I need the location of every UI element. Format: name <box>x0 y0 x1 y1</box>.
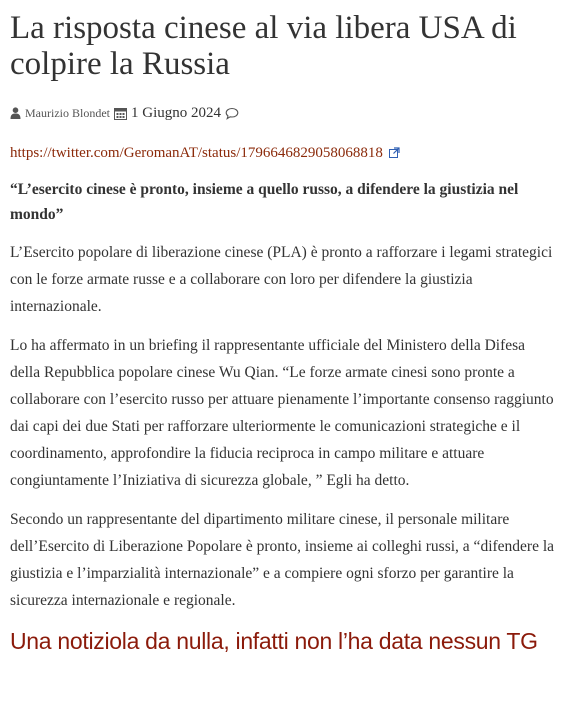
paragraph-2: Lo ha affermato in un briefing il rappresentante ufficiale del Ministero della Difesa della Repubblica popolare cinese Wu Qian. “Le forze armate cinesi sono pronte a collaborare con l’esercito russo per attuare pienamente l’importante consenso raggiunto dai capi dei due Stati per rafforzare ulteriormente le comunicazioni strategiche e il coordinamento, approfondire la fiducia reciproca in campo militare e attuare congiuntamente l’Iniziativa di sicurezza globale, ” Egli ha detto. <box>10 337 554 489</box>
calendar-icon <box>114 107 127 120</box>
article-meta <box>10 105 555 121</box>
tweet-link[interactable]: https://twitter.com/GeromanAT/status/1796646829058068818 <box>10 145 383 161</box>
paragraph-3: Secondo un rappresentante del dipartimento militare cinese, il personale militare dell’Esercito di Liberazione Popolare è pronto, insieme ai colleghi russi, a “difendere la giustizia e l’imparzialità internazionale” e a compiere ogni sforzo per garantire la sicurezza internazionale e regionale. <box>10 511 555 609</box>
author-link[interactable]: Maurizio Blondet <box>25 105 110 120</box>
paragraph-1: L’Esercito popolare di liberazione cinese (PLA) è pronto a rafforzare i legami strategici con le forze armate russe e a collaborare con loro per difendere la giustizia internazionale. <box>10 244 553 315</box>
pull-quote: “L’esercito cinese è pronto, insieme a quello russo, a difendere la giustizia nel mondo” <box>10 181 519 223</box>
subheading: Una notiziola da nulla, infatti non l’ha data nessun TG <box>10 628 538 654</box>
comment-icon[interactable] <box>225 107 239 120</box>
user-icon <box>10 107 21 119</box>
external-link-icon[interactable] <box>389 144 400 164</box>
tweet-link-line <box>10 143 555 163</box>
post-date: 1 Giugno 2024 <box>130 104 221 121</box>
article-title: La risposta cinese al via libera USA di colpire la Russia <box>10 10 517 82</box>
